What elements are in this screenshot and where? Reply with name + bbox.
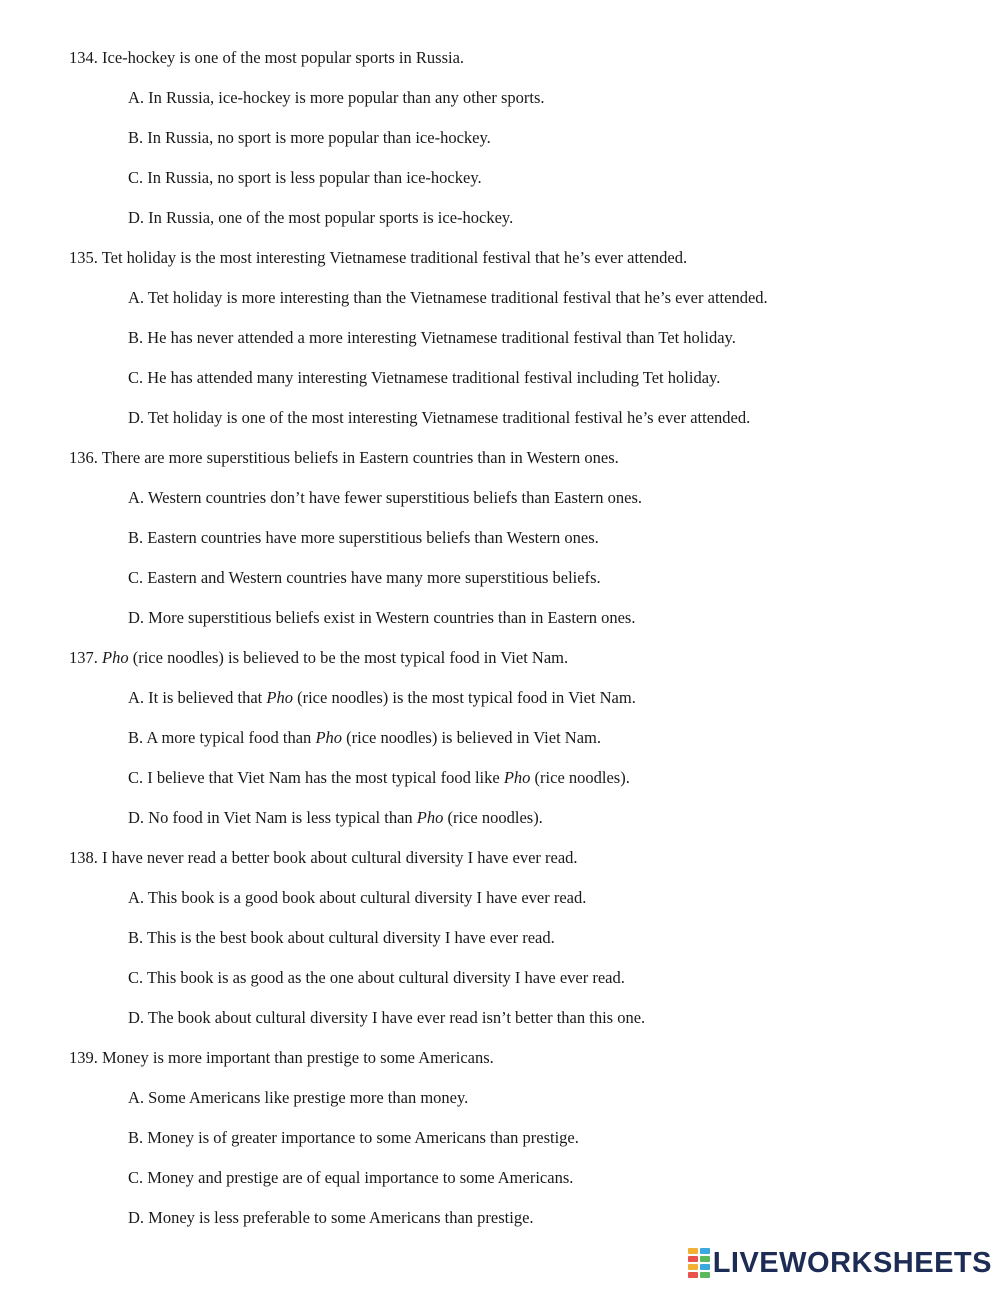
option-d[interactable]	[0, 1200, 1000, 1240]
question-number: 136.	[69, 448, 98, 467]
question-number: 137.	[69, 648, 98, 667]
option-c[interactable]	[0, 560, 1000, 600]
question-134	[0, 40, 1000, 240]
logo-tiles-icon	[687, 1247, 711, 1279]
question-number: 139.	[69, 1048, 98, 1067]
question-stem	[0, 240, 1000, 280]
option-text: D. Money is less preferable to some Americans than prestige.	[128, 1208, 534, 1227]
option-text: A. It is believed that	[128, 688, 267, 707]
option-c[interactable]	[0, 960, 1000, 1000]
stem-text: (rice noodles) is believed to be the most typical food in Viet Nam.	[128, 648, 569, 667]
option-b[interactable]	[0, 520, 1000, 560]
option-d[interactable]	[0, 1000, 1000, 1040]
option-c[interactable]	[0, 1160, 1000, 1200]
question-stem	[0, 640, 1000, 680]
option-d[interactable]	[0, 800, 1000, 840]
option-text: B. This is the best book about cultural diversity I have ever read.	[128, 928, 555, 947]
option-text: A. Tet holiday is more interesting than the Vietnamese traditional festival that he’s ever attended.	[128, 288, 768, 307]
option-text: C. This book is as good as the one about cultural diversity I have ever read.	[128, 968, 625, 987]
option-c[interactable]	[0, 360, 1000, 400]
option-text: C. Eastern and Western countries have many more superstitious beliefs.	[128, 568, 601, 587]
worksheet	[0, 40, 1000, 1240]
stem-text: Tet holiday is the most interesting Vietnamese traditional festival that he’s ever attended.	[101, 248, 688, 267]
option-italic-term: Pho	[503, 768, 531, 787]
option-text: B. Money is of greater importance to some Americans than prestige.	[128, 1128, 579, 1147]
option-text: A. Some Americans like prestige more than money.	[128, 1088, 469, 1107]
option-text: D. No food in Viet Nam is less typical than	[128, 808, 417, 827]
option-text: C. Money and prestige are of equal importance to some Americans.	[128, 1168, 574, 1187]
option-d[interactable]	[0, 200, 1000, 240]
option-italic-term: Pho	[266, 688, 293, 707]
stem-text: Ice-hockey is one of the most popular sports in Russia.	[102, 48, 465, 67]
question-139	[0, 1040, 1000, 1240]
option-b[interactable]	[0, 920, 1000, 960]
option-text: B. A more typical food than	[128, 728, 316, 747]
option-italic-term: Pho	[315, 728, 343, 747]
option-b[interactable]	[0, 720, 1000, 760]
logo-text: LIVEWORKSHEETS	[712, 1246, 992, 1279]
question-number: 138.	[69, 848, 98, 867]
option-b[interactable]	[0, 120, 1000, 160]
option-text: A. Western countries don’t have fewer superstitious beliefs than Eastern ones.	[128, 488, 643, 507]
option-italic-term: Pho	[416, 808, 444, 827]
option-c[interactable]	[0, 760, 1000, 800]
stem-italic-term: Pho	[102, 648, 129, 667]
stem-text: There are more superstitious beliefs in Eastern countries than in Western ones.	[101, 448, 619, 467]
option-text: B. He has never attended a more interesting Vietnamese traditional festival than Tet holiday.	[128, 328, 736, 347]
question-stem	[0, 40, 1000, 80]
option-text: (rice noodles) is the most typical food in Viet Nam.	[292, 688, 636, 707]
option-a[interactable]	[0, 880, 1000, 920]
question-number: 135.	[69, 248, 98, 267]
question-138	[0, 840, 1000, 1040]
option-text: (rice noodles) is believed in Viet Nam.	[342, 728, 601, 747]
option-text: C. I believe that Viet Nam has the most typical food like	[128, 768, 504, 787]
option-c[interactable]	[0, 160, 1000, 200]
option-text: C. In Russia, no sport is less popular than ice-hockey.	[128, 168, 482, 187]
option-b[interactable]	[0, 320, 1000, 360]
option-a[interactable]	[0, 680, 1000, 720]
option-text: D. In Russia, one of the most popular sports is ice-hockey.	[128, 208, 514, 227]
option-text: D. More superstitious beliefs exist in Western countries than in Eastern ones.	[128, 608, 636, 627]
option-text: B. In Russia, no sport is more popular than ice-hockey.	[128, 128, 491, 147]
question-137	[0, 640, 1000, 840]
option-a[interactable]	[0, 1080, 1000, 1120]
question-stem	[0, 1040, 1000, 1080]
option-text: A. In Russia, ice-hockey is more popular than any other sports.	[128, 88, 545, 107]
question-stem	[0, 840, 1000, 880]
question-number: 134.	[69, 48, 98, 67]
option-a[interactable]	[0, 280, 1000, 320]
stem-text: I have never read a better book about cultural diversity I have ever read.	[102, 848, 578, 867]
question-135	[0, 240, 1000, 440]
stem-text: Money is more important than prestige to some Americans.	[102, 1048, 494, 1067]
option-text: A. This book is a good book about cultural diversity I have ever read.	[128, 888, 587, 907]
option-a[interactable]	[0, 480, 1000, 520]
option-a[interactable]	[0, 80, 1000, 120]
option-b[interactable]	[0, 1120, 1000, 1160]
option-text: D. The book about cultural diversity I have ever read isn’t better than this one.	[128, 1008, 646, 1027]
option-d[interactable]	[0, 400, 1000, 440]
option-text: (rice noodles).	[530, 768, 630, 787]
option-text: (rice noodles).	[443, 808, 543, 827]
option-d[interactable]	[0, 600, 1000, 640]
option-text: C. He has attended many interesting Vietnamese traditional festival including Tet holiday.	[128, 368, 721, 387]
liveworksheets-logo	[687, 1245, 992, 1281]
question-136	[0, 440, 1000, 640]
option-text: B. Eastern countries have more superstitious beliefs than Western ones.	[128, 528, 599, 547]
option-text: D. Tet holiday is one of the most interesting Vietnamese traditional festival he’s ever attended.	[128, 408, 751, 427]
question-stem	[0, 440, 1000, 480]
